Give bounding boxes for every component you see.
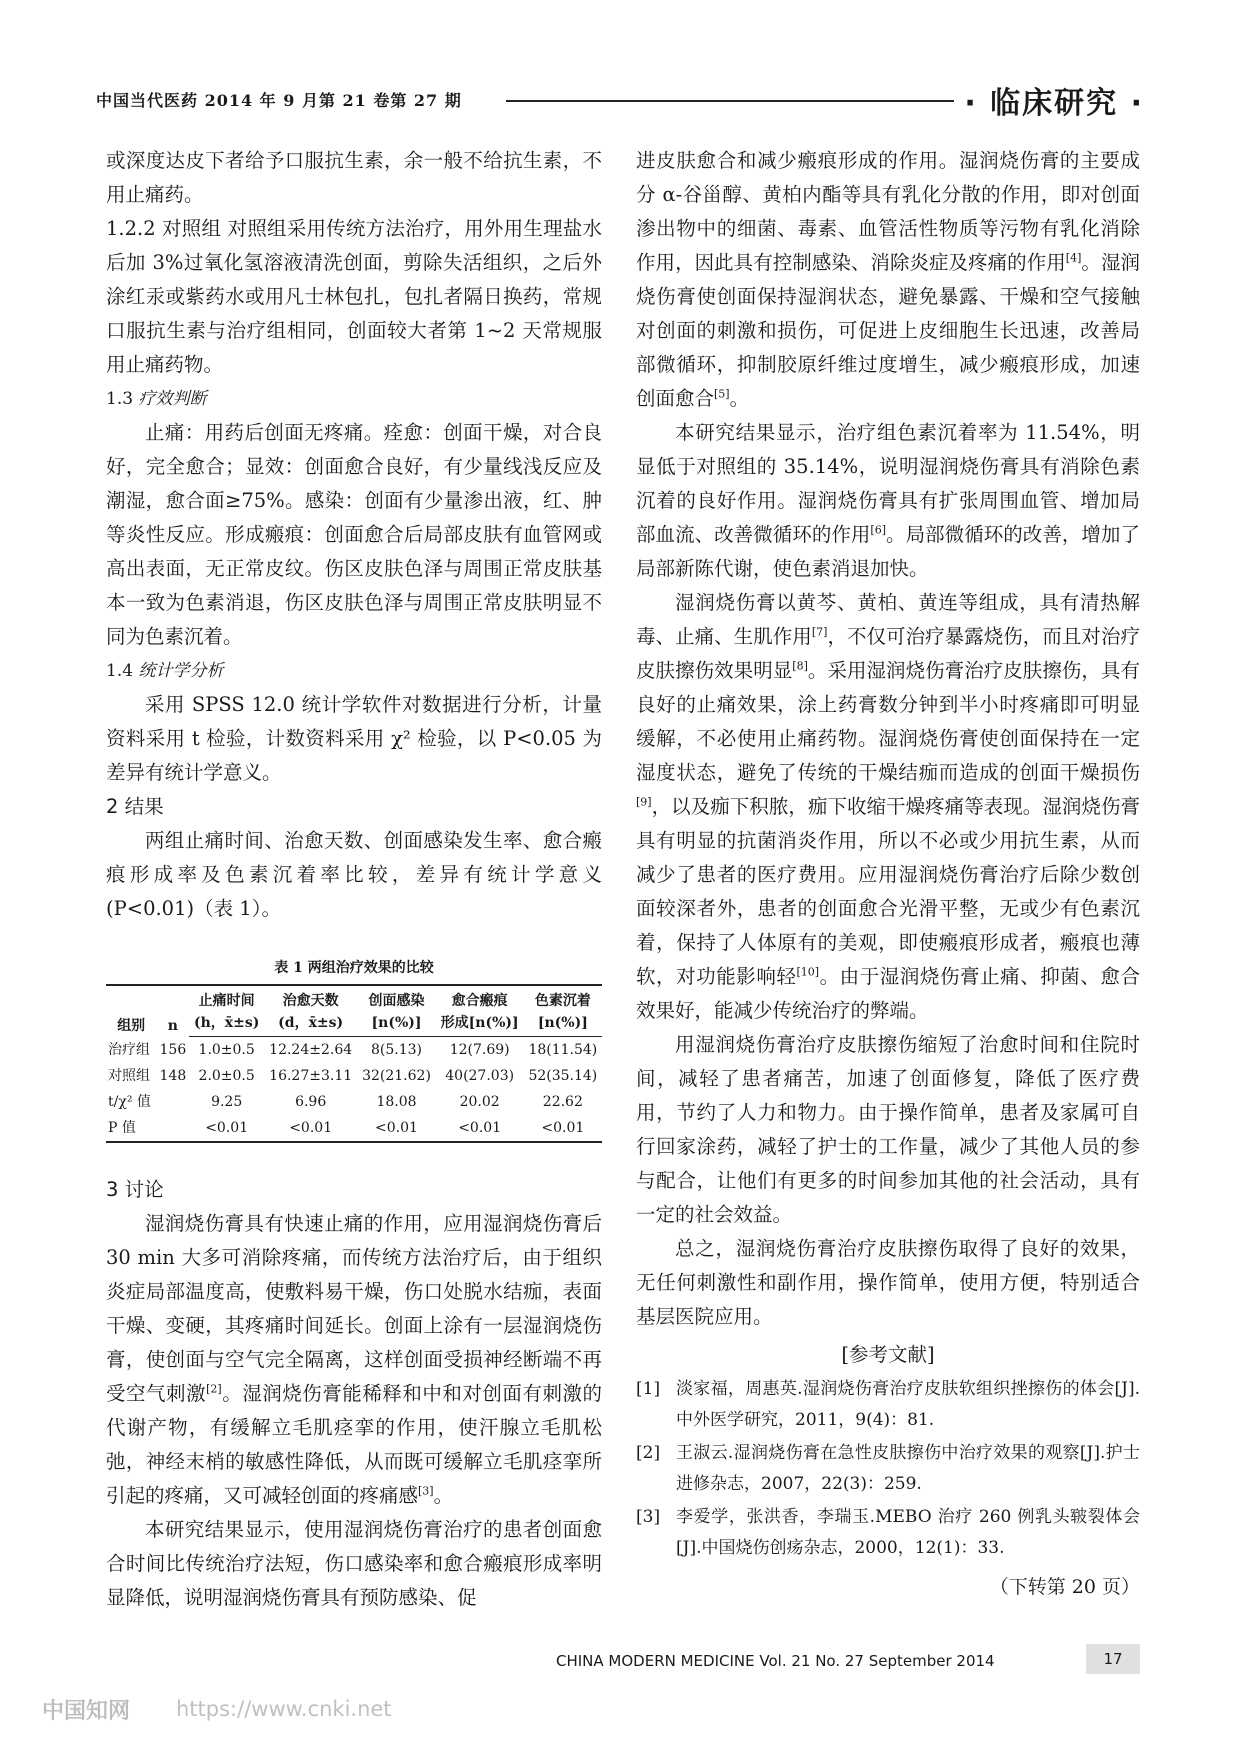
table-cell: <0.01 — [264, 1115, 357, 1142]
table-header-unit: [n(%)] — [357, 1012, 435, 1037]
table-cell — [156, 1089, 189, 1115]
paragraph: 总之，湿润烧伤膏治疗皮肤擦伤取得了良好的效果，无任何刺激性和副作用，操作简单，使用方便，特别适合基层医院应用。 — [636, 1237, 1140, 1328]
citation: [7] — [811, 625, 828, 639]
table-cell: 52(35.14) — [528, 1068, 598, 1084]
paragraph: 用湿润烧伤膏治疗皮肤擦伤缩短了治愈时间和住院时间，减轻了患者痛苦，加速了创面修复，降低了医疗费用，节约了人力和物力。由于操作简单，患者及家属可自行回家涂药，减轻了护士的工作量，减少了其他人员的参与配合，让他们有更多的时间参加其他的社会活动，具有一定的社会效益。 — [636, 1033, 1140, 1226]
table-header: 色素沉着 — [524, 985, 602, 1012]
citation: [4] — [1065, 251, 1082, 265]
table-cell: 12.24±2.64 — [269, 1042, 353, 1058]
table-header: 止痛时间 — [189, 985, 264, 1012]
text-run: ，以及痂下积脓，痂下收缩干燥疼痛等表现。湿润烧伤膏具有明显的抗菌消炎作用，所以不必或少用抗生素，从而减少了患者的医疗费用。应用湿润烧伤膏治疗后除少数创面较深者外，患者的创面愈合光滑平整，无或少有色素沉着，保持了人体原有的美观，即使瘢痕形成者，瘢痕也薄软，对功能影响轻 — [636, 795, 1140, 988]
table-row — [106, 1037, 602, 1064]
header-rule — [506, 100, 954, 102]
table-cell: 40(27.03) — [445, 1068, 515, 1084]
reference-item — [636, 1502, 1140, 1564]
table-header: 创面感染 — [357, 985, 435, 1012]
text-run: 本研究结果显示，治疗组色素沉着率为 11.54%，明显低于对照组的 35.14%，说明湿润烧伤膏具有消除色素沉着的良好作用。湿润烧伤膏具有扩张周围血管、增加局部血流、改善微循环的作用 — [636, 421, 1140, 546]
reference-number: [2] — [636, 1443, 661, 1463]
paragraph — [636, 416, 1140, 586]
citation: [8] — [792, 659, 808, 673]
text-run: 进皮肤愈合和减少瘢痕形成的作用。湿润烧伤膏的主要成分 α-谷甾醇、黄柏内酯等具有乳化分散的作用，即对创面渗出物中的细菌、毒素、血管活性物质等污物有乳化消除作用，因此具有控制感染、消除炎症及疼痛的作用 — [636, 149, 1140, 274]
page-number: 17 — [1086, 1644, 1140, 1674]
paragraph: 采用 SPSS 12.0 统计学软件对数据进行分析，计量资料采用 t 检验，计数资料采用 χ² 检验，以 P<0.05 为差异有统计学意义。 — [106, 693, 602, 784]
table-cell: 20.02 — [459, 1094, 500, 1110]
table-cell: P 值 — [106, 1115, 156, 1142]
table-cell: <0.01 — [357, 1115, 435, 1142]
table-cell: <0.01 — [436, 1115, 524, 1142]
table-cell: <0.01 — [524, 1115, 602, 1142]
references-title: [参考文献] — [841, 1343, 935, 1366]
reference-item — [636, 1438, 1140, 1500]
table-cell: t/χ² 值 — [108, 1094, 151, 1110]
subsection-title: 疗效判断 — [138, 389, 207, 409]
reference-text: 李爱学，张洪香，李瑞玉.MEBO 治疗 260 例乳头皲裂体会[J].中国烧伤创疡杂志，2000，12(1)：33. — [676, 1507, 1140, 1558]
text-run: 。湿润烧伤膏能稀释和中和对创面有刺激的代谢产物，有缓解立毛肌痉挛的作用，使汗腺立毛肌松弛，神经末梢的敏感性降低，从而既可缓解立毛肌痉挛所引起的疼痛，又可减轻创面的疼痛感 — [106, 1382, 602, 1507]
section-name: · 临床研究 · — [964, 86, 1144, 121]
continued-note: （下转第 20 页） — [989, 1576, 1140, 1598]
results-table-block — [106, 958, 602, 1143]
right-column — [636, 144, 1140, 1604]
paragraph: 本研究结果显示，使用湿润烧伤膏治疗的患者创面愈合时间比传统治疗法短，伤口感染率和愈合瘢痕形成率明显降低，说明湿润烧伤膏具有预防感染、促 — [106, 1518, 602, 1609]
table-cell: 18.08 — [376, 1094, 417, 1110]
running-header — [96, 80, 1144, 120]
citation: [5] — [714, 387, 730, 401]
citation: [6] — [870, 523, 887, 537]
left-column — [106, 144, 602, 1615]
text-run: 。 — [729, 387, 750, 410]
table-cell: 8(5.13) — [371, 1042, 423, 1058]
text-run: 。湿润烧伤膏使创面保持湿润状态，避免暴露、干燥和空气接触对创面的刺激和损伤，可促进上皮细胞生长迅速，改善局部微循环，抑制胶原纤维过度增生，减少瘢痕形成，加速创面愈合 — [636, 251, 1140, 410]
paragraph — [636, 144, 1140, 416]
table-header: 愈合瘢痕 — [436, 985, 524, 1012]
table-row — [106, 1089, 602, 1115]
table-cell: 18(11.54) — [528, 1042, 598, 1058]
table-header: n — [156, 985, 189, 1037]
table-cell: 12(7.69) — [449, 1042, 510, 1058]
table-cell: 2.0±0.5 — [198, 1068, 255, 1084]
table-cell: 32(21.62) — [362, 1068, 431, 1084]
table-cell: 16.27±3.11 — [269, 1068, 353, 1084]
table-cell: 6.96 — [295, 1094, 327, 1110]
paragraph: 或深度达皮下者给予口服抗生素，余一般不给抗生素，不用止痛药。 — [106, 149, 602, 206]
subsection-number: 1.3 — [106, 389, 139, 409]
text-run: 湿润烧伤膏以黄芩、黄柏、黄连等组成，具有清热解毒、止痛、生肌作用 — [636, 591, 1140, 648]
table-header-unit: (h，x̄±s) — [189, 1012, 264, 1037]
text-run: 。 — [433, 1484, 454, 1507]
cnki-watermark-url: https://www.cnki.net — [176, 1697, 392, 1721]
text-run: ，不仅可治疗暴露烧伤，而且对治疗皮肤擦伤效果明显 — [636, 625, 1140, 682]
results-table — [106, 984, 602, 1143]
paragraph: 止痛：用药后创面无疼痛。痊愈：创面干燥，对合良好，完全愈合；显效：创面愈合良好，有少量线浅反应及潮湿，愈合面≥75%。感染：创面有少量渗出液，红、肿等炎性反应。形成瘢痕：创面愈合后局部皮肤有血管网或高出表面，无正常皮纹。伤区皮肤色泽与周围正常皮肤基本一致为色素消退，伤区皮肤色泽与周围正常皮肤明显不同为色素沉着。 — [106, 421, 602, 648]
table-cell: <0.01 — [189, 1115, 264, 1142]
table-header-unit: 形成[n(%)] — [436, 1012, 524, 1037]
table-cell: 1.0±0.5 — [198, 1042, 255, 1058]
table-row — [106, 1063, 602, 1089]
table-cell: 22.62 — [542, 1094, 583, 1110]
table-caption: 表 1 两组治疗效果的比较 — [274, 960, 434, 976]
subsection-number: 1.4 — [106, 661, 139, 681]
text-run: 湿润烧伤膏具有快速止痛的作用，应用湿润烧伤膏后 30 min 大多可消除疼痛，而传统方法治疗后，由于组织炎症局部温度高，使敷料易干燥，伤口处脱水结痂，表面干燥、变硬，其疼痛时间延长。创面上涂有一层湿润烧伤膏，使创面与空气完全隔离，这样创面受损神经断端不再受空气刺激 — [106, 1212, 602, 1405]
subsection-heading — [106, 654, 602, 688]
table-cell: 对照组 — [108, 1068, 150, 1084]
citation: [10] — [796, 965, 820, 979]
section-heading: 2 结果 — [106, 795, 164, 818]
section-heading: 3 讨论 — [106, 1178, 164, 1201]
table-header-unit: (d，x̄±s) — [264, 1012, 357, 1037]
table-cell: 156 — [159, 1041, 187, 1058]
reference-number: [3] — [636, 1507, 661, 1527]
subsection-title: 统计学分析 — [138, 661, 224, 681]
table-cell: 148 — [159, 1068, 187, 1084]
paragraph — [636, 586, 1140, 1028]
table-header: 组别 — [106, 985, 156, 1037]
reference-text: 淡家福，周惠英.湿润烧伤膏治疗皮肤软组织挫擦伤的体会[J].中外医学研究，2011，9(4)：81. — [676, 1379, 1140, 1430]
table-cell: 治疗组 — [108, 1041, 150, 1058]
paragraph — [106, 1207, 602, 1513]
text-run: 。采用湿润烧伤膏治疗皮肤擦伤，具有良好的止痛效果，涂上药膏数分钟到半小时疼痛即可明显缓解，不必使用止痛药物。湿润烧伤膏使创面保持在一定湿度状态，避免了传统的干燥结痂而造成的创面干燥损伤 — [636, 659, 1140, 784]
subsection-heading — [106, 382, 602, 416]
table-header: 治愈天数 — [264, 985, 357, 1012]
reference-item — [636, 1374, 1140, 1436]
paragraph: 两组止痛时间、治愈天数、创面感染发生率、愈合瘢痕形成率及色素沉着率比较，差异有统计学意义(P<0.01)（表 1）。 — [106, 829, 602, 920]
reference-text: 王淑云.湿润烧伤膏在急性皮肤擦伤中治疗效果的观察[J].护士进修杂志，2007，22(3)：259. — [676, 1443, 1140, 1494]
text-run: 。由于湿润烧伤膏止痛、抑菌、愈合效果好，能减少传统治疗的弊端。 — [636, 965, 1140, 1022]
journal-issue-line: 中国当代医药 2014 年 9 月第 21 卷第 27 期 — [96, 91, 462, 110]
table-cell: 9.25 — [211, 1094, 243, 1110]
reference-number: [1] — [636, 1379, 661, 1399]
paragraph: 1.2.2 对照组 对照组采用传统方法治疗，用外用生理盐水后加 3%过氧化氢溶液清洗创面，剪除失活组织，之后外涂红汞或紫药水或用凡士林包扎，包扎者隔日换药，常规口服抗生素与治疗组相同，创面较大者第 1~2 天常规服用止痛药物。 — [106, 217, 602, 376]
citation: [2] — [206, 1382, 222, 1396]
cnki-watermark-logo: 中国知网 — [42, 1699, 131, 1724]
citation: [3] — [418, 1484, 434, 1498]
citation: [9] — [636, 795, 652, 809]
footer-journal-info: CHINA MODERN MEDICINE Vol. 21 No. 27 September 2014 — [556, 1652, 995, 1670]
table-header-unit: [n(%)] — [524, 1012, 602, 1037]
table-cell — [156, 1115, 189, 1142]
table-row — [106, 1115, 602, 1142]
text-run: 。局部微循环的改善，增加了局部新陈代谢，使色素消退加快。 — [636, 523, 1140, 580]
